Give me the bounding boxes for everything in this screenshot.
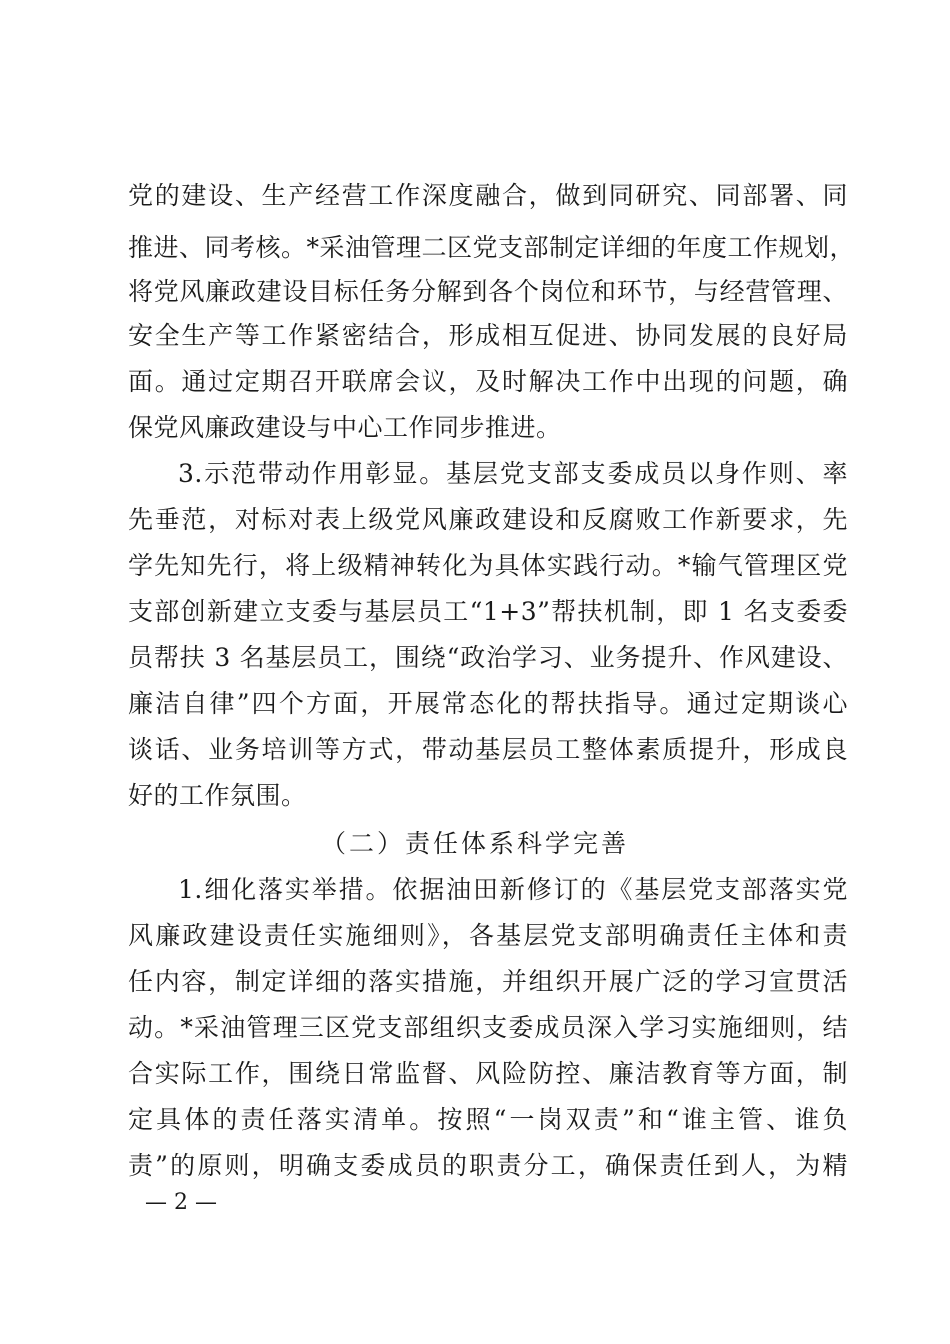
paragraph-3-line-2: 风廉政建设责任实施细则》，各基层党支部明确责任主体和责: [128, 921, 848, 950]
paragraph-2-line-2: 先垂范，对标对表上级党风廉政建设和反腐败工作新要求，先: [128, 505, 848, 534]
paragraph-2-line-8: 好的工作氛围。: [128, 781, 307, 810]
paragraph-2-line-3: 学先知先行，将上级精神转化为具体实践行动。*输气管理区党: [128, 551, 848, 580]
paragraph-1-line-4: 安全生产等工作紧密结合，形成相互促进、协同发展的良好局: [128, 321, 848, 350]
paragraph-1-line-6: 保党风廉政建设与中心工作同步推进。: [128, 413, 562, 442]
paragraph-3-line-5: 合实际工作，围绕日常监督、风险防控、廉洁教育等方面，制: [128, 1059, 848, 1088]
paragraph-2-line-7: 谈话、业务培训等方式，带动基层员工整体素质提升，形成良: [128, 735, 848, 764]
paragraph-3-line-7: 责”的原则，明确支委成员的职责分工，确保责任到人，为精: [128, 1151, 848, 1180]
paragraph-3-line-4: 动。*采油管理三区党支部组织支委成员深入学习实施细则，结: [128, 1013, 848, 1042]
paragraph-2-line-4: 支部创新建立支委与基层员工“1+3”帮扶机制，即 1 名支委委: [128, 597, 848, 626]
paragraph-1-line-2: 推进、同考核。*采油管理二区党支部制定详细的年度工作规划，: [128, 233, 856, 262]
page-number: — 2 —: [145, 1190, 217, 1215]
paragraph-2-line-1: 3.示范带动作用彰显。基层党支部支委成员以身作则、率: [178, 459, 848, 488]
paragraph-1-line-3: 将党风廉政建设目标任务分解到各个岗位和环节，与经营管理、: [128, 277, 848, 306]
paragraph-1-line-5: 面。通过定期召开联席会议，及时解决工作中出现的问题，确: [128, 367, 848, 396]
paragraph-2-line-6: 廉洁自律”四个方面，开展常态化的帮扶指导。通过定期谈心: [128, 689, 848, 718]
paragraph-2-line-5: 员帮扶 3 名基层员工，围绕“政治学习、业务提升、作风建设、: [128, 643, 848, 672]
paragraph-3-line-1: 1.细化落实举措。依据油田新修订的《基层党支部落实党: [178, 875, 848, 904]
paragraph-3-line-6: 定具体的责任落实清单。按照“一岗双责”和“谁主管、谁负: [128, 1105, 848, 1134]
section-heading: （二）责任体系科学完善: [320, 829, 629, 858]
paragraph-3-line-3: 任内容，制定详细的落实措施，并组织开展广泛的学习宣贯活: [128, 967, 848, 996]
paragraph-1-line-1: 党的建设、生产经营工作深度融合，做到同研究、同部署、同: [128, 181, 848, 210]
